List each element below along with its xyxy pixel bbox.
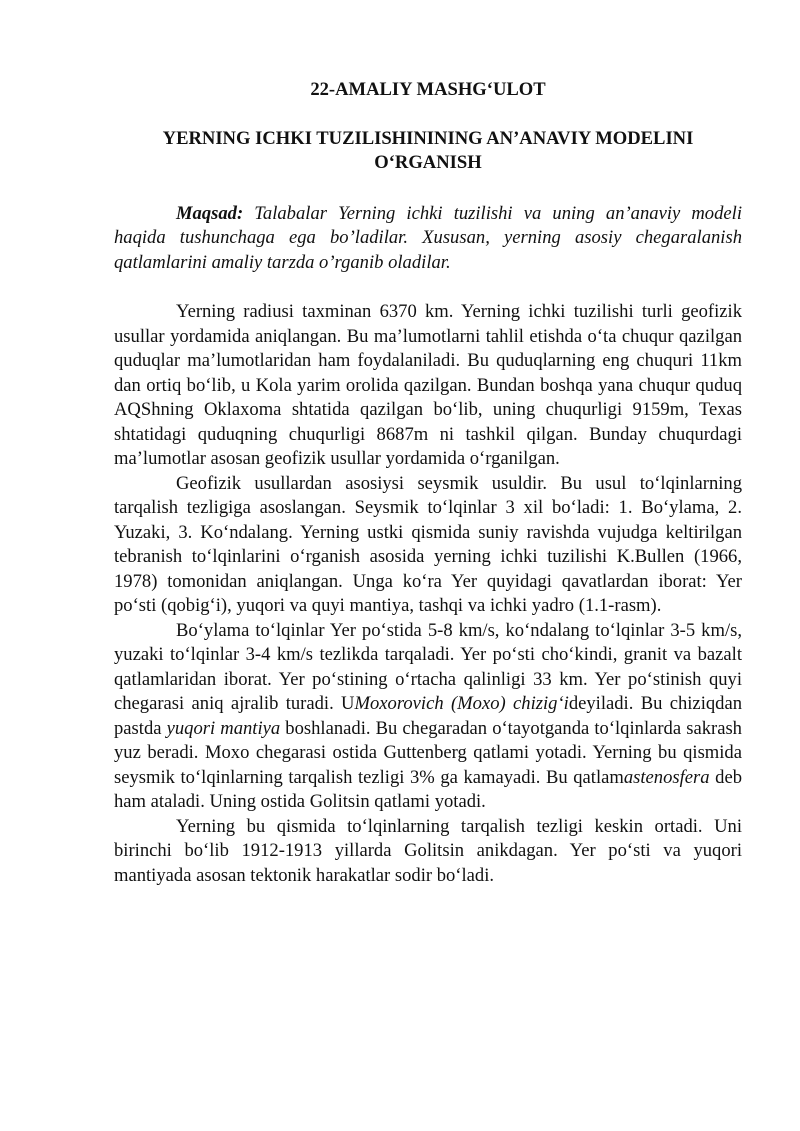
paragraph-radius: Yerning radiusi taxminan 6370 km. Yerning ichki tuzilishi turli geofizik usullar yordamida aniqlangan. Bu ma’lumotlarni tahlil etishda o‘ta chuqur qazilgan quduqlar ma’lumotlaridan ham foydalaniladi. Bu quduqlarning eng chuquri 11km dan ortiq bo‘lib, u Kola yarim orolida qazilgan. Bundan boshqa yana chuqur quduq AQShning Oklaxoma shtatida qazilgan bo‘lib, uning chuqurligi 9159m, Texas shtatidagi quduqning chuqurligi 8687m ni tashkil qilgan. Bunday chuqurdagi ma’lumotlar asosan geofizik usullar yordamida o‘rganilgan.: [114, 301, 742, 469]
paragraph-golitsin: Yerning bu qismida to‘lqinlarning tarqalish tezligi keskin ortadi. Uni birinchi bo‘lib 1912-1913 yillarda Golitsin anikdagan. Yer po‘sti va yuqori mantiyada asosan tektonik harakatlar sodir bo‘ladi.: [114, 815, 742, 886]
paragraph-waves-text-c: deyiladi. Bu chiziqdan pastda: [114, 693, 742, 739]
asthenosphere-term: astenosfera: [623, 766, 710, 788]
goal-label: Maqsad:: [176, 202, 244, 224]
goal-paragraph: [114, 202, 742, 276]
upper-mantle-term: yuqori mantiya: [166, 717, 281, 739]
lesson-heading: 22-AMALIY MASHG‘ULOT: [310, 79, 546, 100]
paragraph-waves: [114, 619, 742, 815]
paragraph-waves-text-g: deb ham ataladi. Uning ostida Golitsin qatlami yotadi.: [114, 766, 742, 812]
paragraph-waves-text-a: Bo‘ylama to‘lqinlar Yer po‘stida 5-8 km/s, ko‘ndalang to‘lqinlar 3-5 km/s, yuzaki to‘lqinlar 3-4 km/s tezlikda tarqaladi. Yer po‘sti cho‘kindi, granit va bazalt qatlamlaridan iborat. Yer po‘stining o‘rtacha qalinligi 33 km. Yer po‘stinish quyi chegarasi aniq ajralib turadi. U: [114, 619, 742, 714]
paragraph-seismic: Geofizik usullardan asosiysi seysmik usuldir. Bu usul to‘lqinlarning tarqalish tezligiga asoslangan. Seysmik to‘lqinlar 3 xil bo‘ladi: 1. Bo‘ylama, 2. Yuzaki, 3. Ko‘ndalang. Yerning ustki qismida suniy ravishda vujudga keltirilgan tebranish to‘lqinlarini o‘rganish asosida yerning ichki tuzilishi K.Bullen (1966, 1978) tomonidan aniqlangan. Unga ko‘ra Yer quyidagi qavatlardan iborat: Yer po‘sti (qobig‘i), yuqori va quyi mantiya, tashqi va ichki yadro (1.1-rasm).: [114, 472, 742, 616]
paragraph-waves-text-e: boshlanadi. Bu chegaradan o‘tayotganda to‘lqinlarda sakrash yuz beradi. Moxo chegarasi ostida Guttenberg qatlami yotadi. Yerning bu qismida seysmik to‘lqinlarning tarqalish tezligi 3% ga kamayadi. Bu qatlam: [114, 717, 742, 788]
page-title: YERNING ICHKI TUZILISHININING AN’ANAVIY MODELINI O‘RGANISH: [162, 127, 694, 173]
goal-text: Talabalar Yerning ichki tuzilishi va uning an’anaviy modeli haqida tushunchaga ega bo’ladilar. Xususan, yerning asosiy chegaralanish qatlamlarini amaliy tarzda o’rganib oladilar.: [114, 202, 742, 273]
moho-term: Moxorovich (Moxo) chizig‘i: [354, 693, 569, 714]
